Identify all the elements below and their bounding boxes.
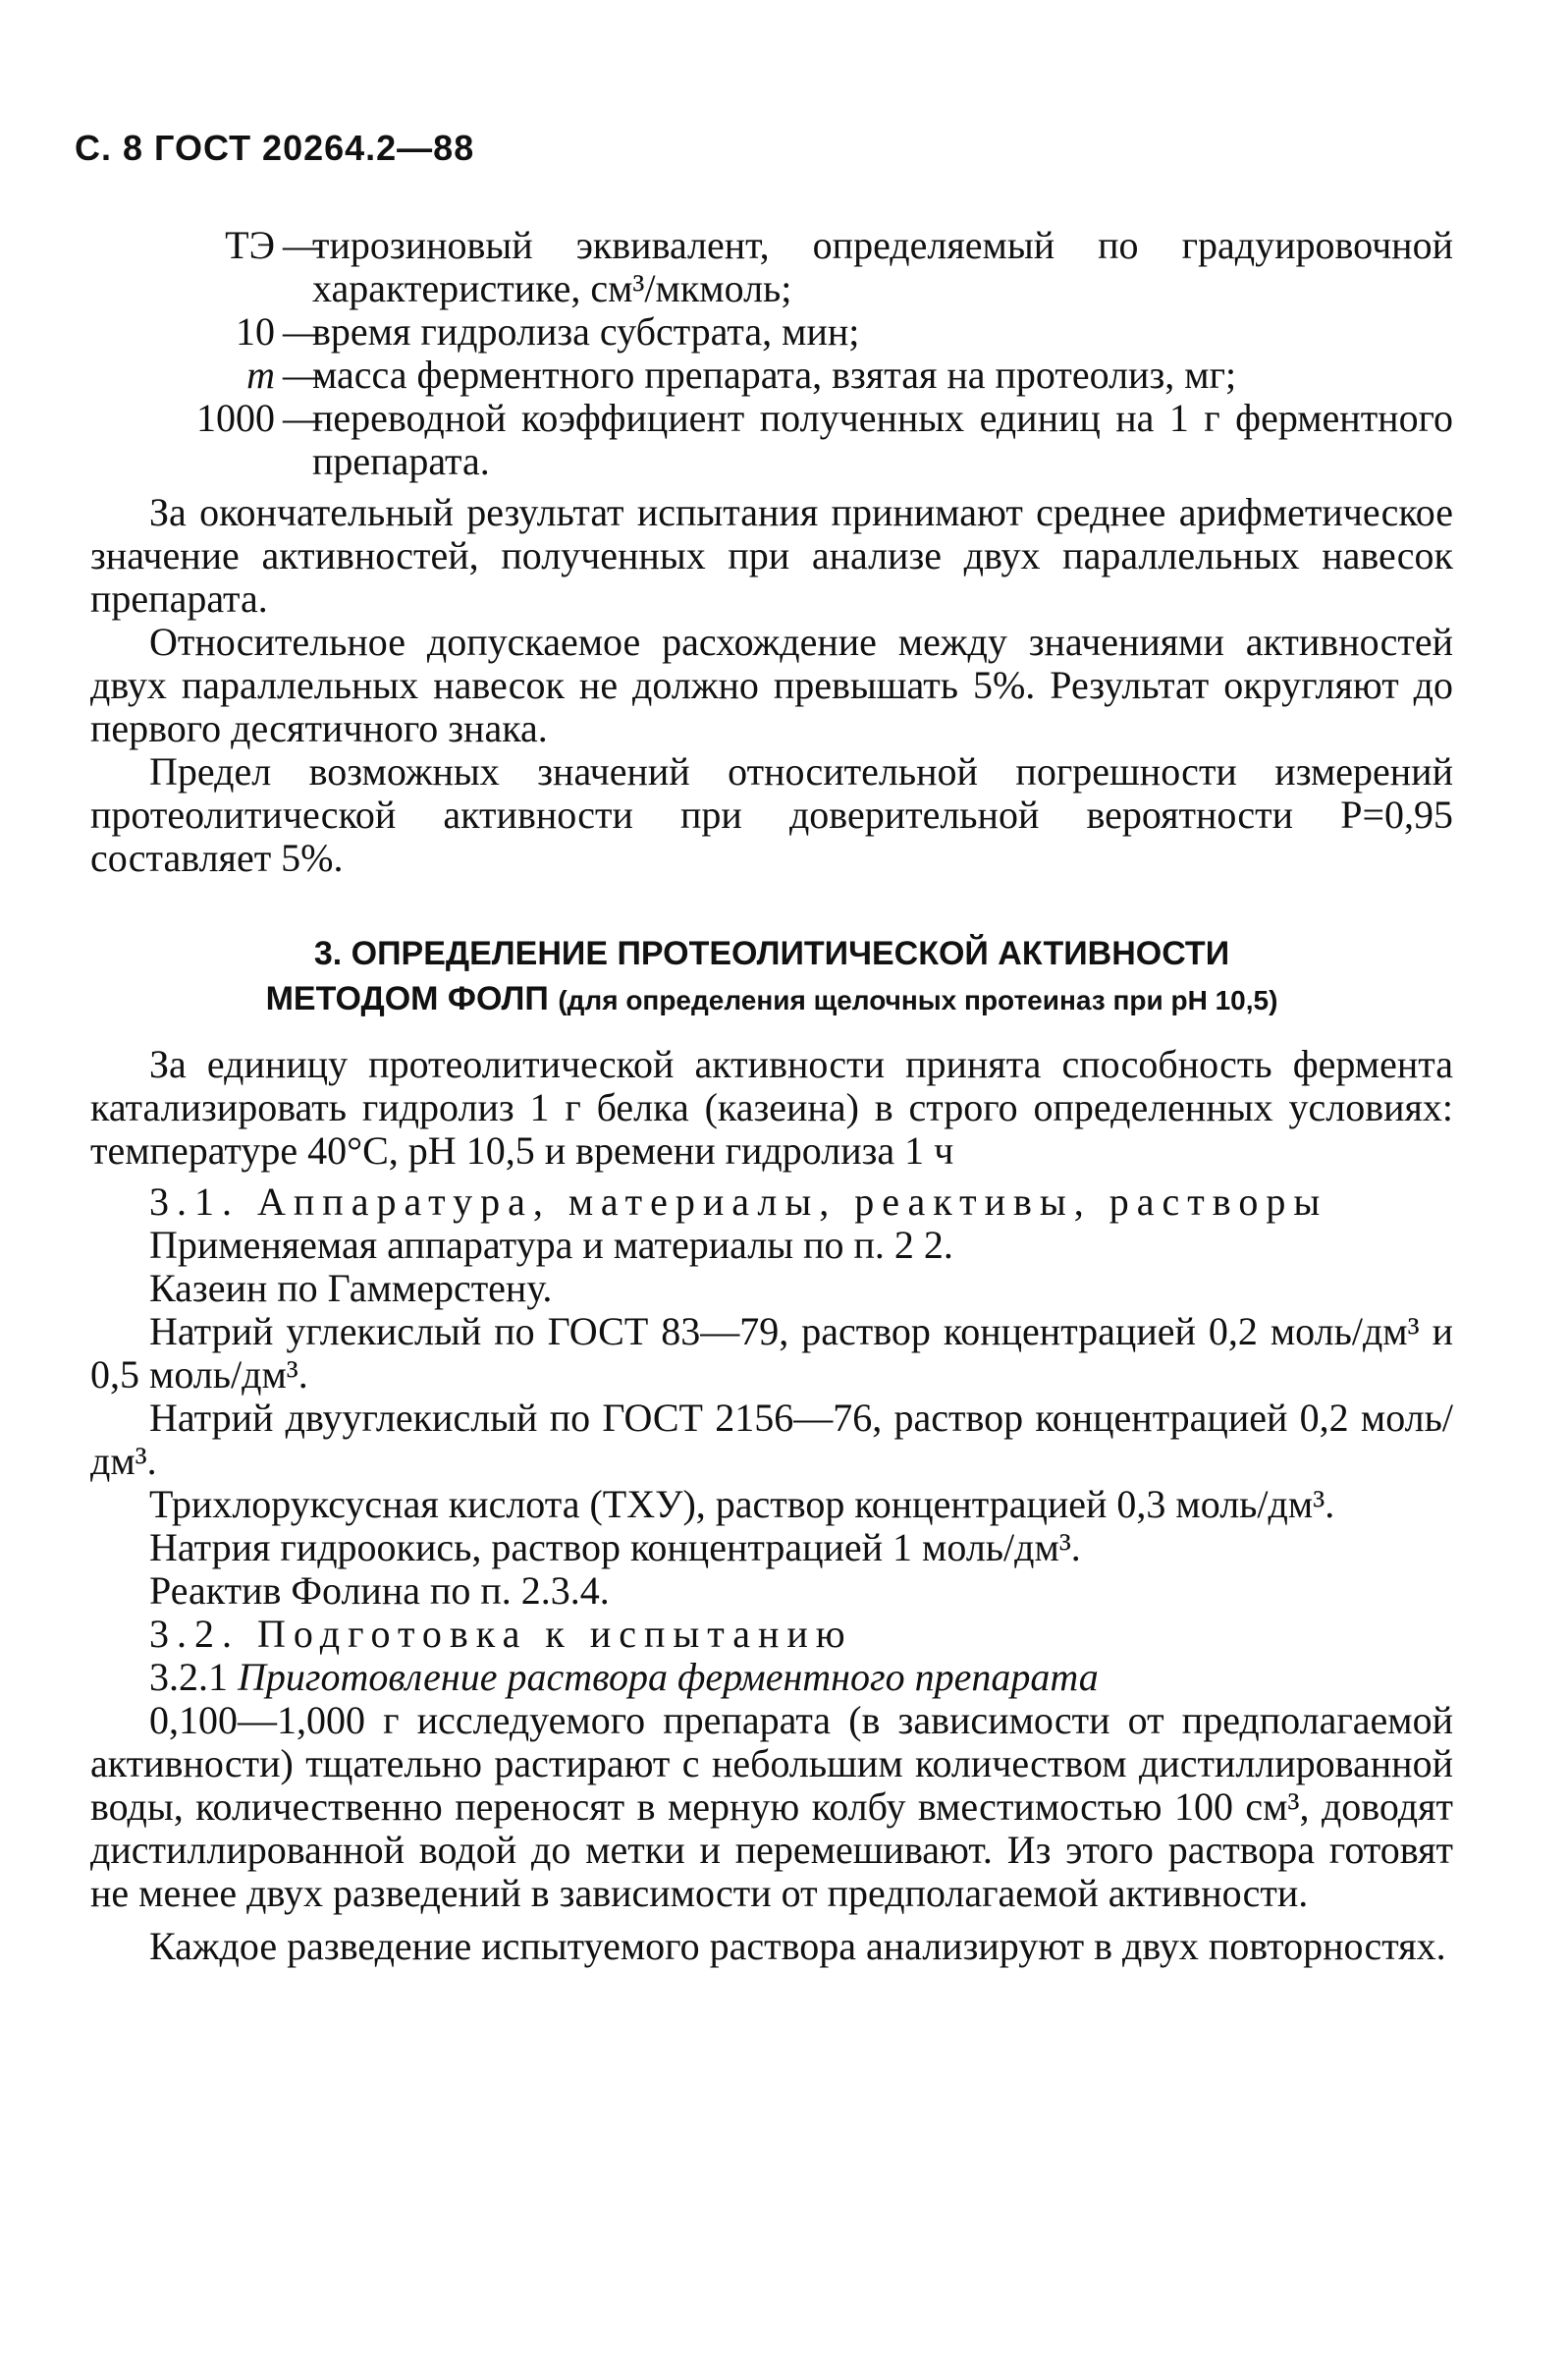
list-item: Трихлоруксусная кислота (ТХУ), раствор концентрацией 0,3 моль/дм³. xyxy=(149,1482,1335,1526)
paragraph: За окончательный результат испытания принимают среднее арифметическое значение активностей, полученных при анализе двух параллельных навесок препарата. xyxy=(90,490,1453,621)
list-item: Натрий двууглекислый по ГОСТ 2156—76, раствор концентрацией 0,2 моль/дм³. xyxy=(90,1396,1453,1483)
definition-symbol: m xyxy=(246,353,275,397)
paragraph: 0,100—1,000 г исследуемого препарата (в зависимости от предполагаемой активности) тщательно растирают с небольшим количеством дистиллированной воды, количественно переносят в мерную колбу вместимостью 100 см³, доводят дистиллированной водой до метки и перемешивают. Из этого раствора готовят не менее двух разведений в зависимости от предполагаемой активности. xyxy=(90,1698,1453,1915)
definition-text: переводной коэффициент полученных единиц на 1 г ферментного препарата. xyxy=(312,396,1453,483)
definition-dash: — xyxy=(283,309,322,354)
subsection-number: 3.2.1 xyxy=(149,1655,228,1699)
definition-item xyxy=(98,310,1453,354)
definition-text: время гидролиза субстрата, мин; xyxy=(312,309,860,354)
definition-dash: — xyxy=(283,223,322,267)
section-heading-main: МЕТОДОМ ФОЛП xyxy=(265,980,549,1017)
list-item: Реактив Фолина по п. 2.3.4. xyxy=(149,1568,610,1613)
definition-symbol: 10 xyxy=(236,309,275,354)
list-item: Казеин по Гаммерстену. xyxy=(149,1266,553,1310)
definition-text: тирозиновый эквивалент, определяемый по градуировочной характеристике, см³/мкмоль; xyxy=(312,223,1453,310)
definition-symbol: ТЭ xyxy=(225,223,275,267)
section-3-body xyxy=(90,1043,1453,1968)
section-heading-line2 xyxy=(90,976,1453,1023)
definition-text: масса ферментного препарата, взятая на протеолиз, мг; xyxy=(312,353,1237,397)
definitions-list xyxy=(98,224,1453,483)
list-item: Натрий углекислый по ГОСТ 83—79, раствор концентрацией 0,2 моль/дм³ и 0,5 моль/дм³. xyxy=(90,1309,1453,1397)
list-item: Натрия гидроокись, раствор концентрацией 1 моль/дм³. xyxy=(149,1525,1081,1569)
definition-item xyxy=(98,224,1453,310)
subsection-heading-3-1: 3.1. Аппаратура, материалы, реактивы, растворы xyxy=(149,1179,1328,1224)
subsection-title: Приготовление раствора ферментного препарата xyxy=(238,1655,1099,1699)
page-header: С. 8 ГОСТ 20264.2—88 xyxy=(75,128,475,168)
section-heading-line1: 3. ОПРЕДЕЛЕНИЕ ПРОТЕОЛИТИЧЕСКОЙ АКТИВНОСТИ xyxy=(313,935,1230,972)
intro-paragraph: За единицу протеолитической активности принята способность фермента катализировать гидролиз 1 г белка (казеина) в строго определенных условиях: температуре 40°С, рН 10,5 и времени гидролиза 1 ч xyxy=(90,1042,1453,1173)
definition-symbol: 1000 xyxy=(196,396,275,440)
subsection-heading-3-2-1 xyxy=(90,1656,1453,1699)
section-heading-note: (для определения щелочных протеиназ при рН 10,5) xyxy=(558,985,1278,1015)
section-heading xyxy=(90,931,1453,1023)
definition-dash: — xyxy=(283,396,322,440)
definition-dash: — xyxy=(283,353,322,397)
results-section xyxy=(90,491,1453,880)
definition-item xyxy=(98,397,1453,483)
paragraph: Относительное допускаемое расхождение между значениями активностей двух параллельных навесок не должно превышать 5%. Результат округляют до первого десятичного знака. xyxy=(90,620,1453,750)
definition-item xyxy=(98,354,1453,397)
paragraph: Предел возможных значений относительной погрешности измерений протеолитической активности при доверительной вероятности Р=0,95 составляет 5%. xyxy=(90,749,1453,880)
list-item: Применяемая аппаратура и материалы по п. 2 2. xyxy=(149,1223,953,1267)
paragraph: Каждое разведение испытуемого раствора анализируют в двух повторностях. xyxy=(149,1924,1446,1968)
subsection-heading-3-2: 3.2. Подготовка к испытанию xyxy=(149,1612,853,1656)
